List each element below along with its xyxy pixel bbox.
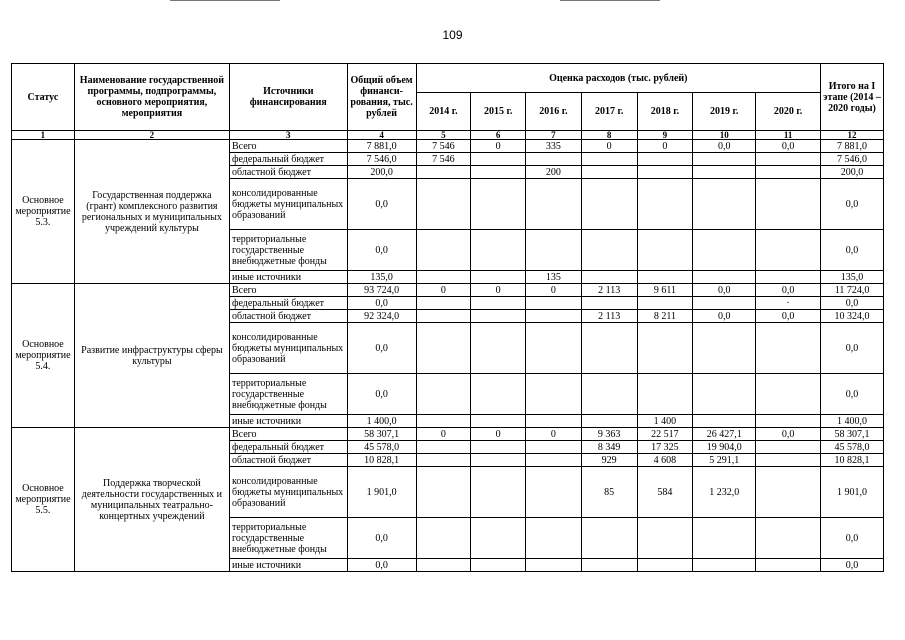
col-number: 2 <box>74 131 229 140</box>
header-year: 2019 г. <box>693 93 756 131</box>
total-cell: 0,0 <box>347 323 416 374</box>
stage-total-cell: 7 881,0 <box>821 140 884 153</box>
year-value-cell <box>693 415 756 428</box>
stage-total-cell: 7 546,0 <box>821 153 884 166</box>
year-value-cell <box>416 179 471 230</box>
year-value-cell <box>581 153 637 166</box>
year-value-cell <box>756 559 821 572</box>
year-value-cell <box>637 166 693 179</box>
year-value-cell: 0 <box>416 284 471 297</box>
total-cell: 10 828,1 <box>347 454 416 467</box>
stage-total-cell: 58 307,1 <box>821 428 884 441</box>
total-cell: 7 881,0 <box>347 140 416 153</box>
measure-name-cell: Поддержка творческой деятельности государственных и муниципальных театрально-концертных учреждений <box>74 428 229 572</box>
year-value-cell: 2 113 <box>581 310 637 323</box>
year-value-cell <box>471 271 526 284</box>
col-number: 6 <box>471 131 526 140</box>
year-value-cell <box>471 153 526 166</box>
total-cell: 200,0 <box>347 166 416 179</box>
source-cell: областной бюджет <box>229 454 347 467</box>
year-value-cell <box>471 559 526 572</box>
year-value-cell: 8 211 <box>637 310 693 323</box>
year-value-cell: 0 <box>581 140 637 153</box>
col-number: 10 <box>693 131 756 140</box>
year-value-cell: 0 <box>526 284 582 297</box>
table-row <box>12 284 884 297</box>
year-value-cell <box>637 230 693 271</box>
year-value-cell <box>756 323 821 374</box>
table-row <box>12 428 884 441</box>
year-value-cell <box>526 467 582 518</box>
source-cell: федеральный бюджет <box>229 441 347 454</box>
year-value-cell: 0,0 <box>756 284 821 297</box>
source-cell: федеральный бюджет <box>229 153 347 166</box>
col-number: 7 <box>526 131 582 140</box>
col-number: 5 <box>416 131 471 140</box>
total-cell: 0,0 <box>347 374 416 415</box>
year-value-cell <box>693 559 756 572</box>
year-value-cell: 0 <box>526 428 582 441</box>
year-value-cell <box>471 374 526 415</box>
year-value-cell: 1 232,0 <box>693 467 756 518</box>
year-value-cell: 19 904,0 <box>693 441 756 454</box>
year-value-cell <box>693 166 756 179</box>
year-value-cell <box>526 230 582 271</box>
year-value-cell <box>416 467 471 518</box>
year-value-cell <box>471 415 526 428</box>
source-cell: консолидированные бюджеты муниципальных образований <box>229 179 347 230</box>
year-value-cell: 929 <box>581 454 637 467</box>
year-value-cell <box>471 323 526 374</box>
year-value-cell: 8 349 <box>581 441 637 454</box>
source-cell: иные источники <box>229 415 347 428</box>
year-value-cell <box>581 518 637 559</box>
header-name: Наименование государственной программы, подпрограммы, основного мероприятия, мероприятия <box>74 64 229 131</box>
year-value-cell: 0 <box>637 140 693 153</box>
year-value-cell <box>416 166 471 179</box>
year-value-cell: · <box>756 297 821 310</box>
stage-total-cell: 10 828,1 <box>821 454 884 467</box>
year-value-cell <box>756 454 821 467</box>
source-cell: территориальные государственные внебюджетные фонды <box>229 374 347 415</box>
measure-name-cell: Государственная поддержка (грант) комплексного развития региональных и муниципальных учреждений культуры <box>74 140 229 284</box>
year-value-cell: 0 <box>471 140 526 153</box>
year-value-cell <box>471 467 526 518</box>
year-value-cell <box>581 323 637 374</box>
stage-total-cell: 0,0 <box>821 179 884 230</box>
year-value-cell <box>471 230 526 271</box>
total-cell: 45 578,0 <box>347 441 416 454</box>
stage-total-cell: 11 724,0 <box>821 284 884 297</box>
source-cell: областной бюджет <box>229 310 347 323</box>
year-value-cell <box>581 297 637 310</box>
total-cell: 0,0 <box>347 297 416 310</box>
year-value-cell <box>693 271 756 284</box>
year-value-cell <box>756 153 821 166</box>
year-value-cell <box>526 441 582 454</box>
year-value-cell <box>637 271 693 284</box>
col-number: 9 <box>637 131 693 140</box>
header-year: 2018 г. <box>637 93 693 131</box>
header-stage-total: Итого на I этапе (2014 – 2020 годы) <box>821 64 884 131</box>
year-value-cell <box>526 415 582 428</box>
year-value-cell <box>581 166 637 179</box>
year-value-cell <box>526 454 582 467</box>
year-value-cell <box>637 374 693 415</box>
year-value-cell: 0,0 <box>693 284 756 297</box>
source-cell: федеральный бюджет <box>229 297 347 310</box>
source-cell: консолидированные бюджеты муниципальных образований <box>229 323 347 374</box>
stage-total-cell: 135,0 <box>821 271 884 284</box>
year-value-cell <box>526 310 582 323</box>
col-number: 1 <box>12 131 75 140</box>
year-value-cell <box>416 518 471 559</box>
stage-total-cell: 0,0 <box>821 374 884 415</box>
source-cell: Всего <box>229 428 347 441</box>
year-value-cell <box>637 559 693 572</box>
year-value-cell <box>471 166 526 179</box>
year-value-cell <box>581 415 637 428</box>
year-value-cell <box>693 374 756 415</box>
year-value-cell: 0 <box>416 428 471 441</box>
year-value-cell: 9 611 <box>637 284 693 297</box>
header-year: 2020 г. <box>756 93 821 131</box>
page-number: 109 <box>442 28 463 42</box>
year-value-cell: 22 517 <box>637 428 693 441</box>
total-cell: 135,0 <box>347 271 416 284</box>
year-value-cell: 26 427,1 <box>693 428 756 441</box>
year-value-cell <box>581 559 637 572</box>
total-cell: 1 901,0 <box>347 467 416 518</box>
header-year: 2015 г. <box>471 93 526 131</box>
stage-total-cell: 0,0 <box>821 559 884 572</box>
year-value-cell: 0,0 <box>756 140 821 153</box>
year-value-cell <box>416 415 471 428</box>
year-value-cell <box>756 230 821 271</box>
year-value-cell <box>637 297 693 310</box>
source-cell: областной бюджет <box>229 166 347 179</box>
financing-table <box>11 63 884 572</box>
top-rule-left <box>170 0 280 1</box>
year-value-cell <box>756 271 821 284</box>
year-value-cell <box>756 467 821 518</box>
year-value-cell: 7 546 <box>416 153 471 166</box>
year-value-cell <box>581 230 637 271</box>
year-value-cell <box>471 310 526 323</box>
total-cell: 93 724,0 <box>347 284 416 297</box>
year-value-cell <box>637 323 693 374</box>
year-value-cell <box>526 559 582 572</box>
year-value-cell <box>471 179 526 230</box>
total-cell: 0,0 <box>347 518 416 559</box>
year-value-cell <box>637 153 693 166</box>
year-value-cell <box>581 179 637 230</box>
year-value-cell <box>693 297 756 310</box>
year-value-cell <box>416 230 471 271</box>
year-value-cell: 0,0 <box>756 428 821 441</box>
year-value-cell <box>693 518 756 559</box>
year-value-cell <box>526 153 582 166</box>
source-cell: Всего <box>229 140 347 153</box>
year-value-cell <box>756 179 821 230</box>
year-value-cell <box>756 441 821 454</box>
col-number: 8 <box>581 131 637 140</box>
stage-total-cell: 200,0 <box>821 166 884 179</box>
year-value-cell: 335 <box>526 140 582 153</box>
year-value-cell <box>416 441 471 454</box>
year-value-cell: 0,0 <box>693 310 756 323</box>
header-year: 2017 г. <box>581 93 637 131</box>
year-value-cell <box>526 518 582 559</box>
col-number: 11 <box>756 131 821 140</box>
stage-total-cell: 45 578,0 <box>821 441 884 454</box>
stage-total-cell: 1 901,0 <box>821 467 884 518</box>
year-value-cell <box>526 323 582 374</box>
total-cell: 7 546,0 <box>347 153 416 166</box>
year-value-cell: 17 325 <box>637 441 693 454</box>
total-cell: 58 307,1 <box>347 428 416 441</box>
year-value-cell <box>471 518 526 559</box>
year-value-cell <box>416 374 471 415</box>
source-cell: территориальные государственные внебюджетные фонды <box>229 230 347 271</box>
header-year: 2014 г. <box>416 93 471 131</box>
table-row <box>12 140 884 153</box>
year-value-cell <box>416 454 471 467</box>
year-value-cell <box>581 271 637 284</box>
year-value-cell <box>416 559 471 572</box>
total-cell: 1 400,0 <box>347 415 416 428</box>
stage-total-cell: 0,0 <box>821 323 884 374</box>
status-cell: Основное мероприятие 5.5. <box>12 428 75 572</box>
source-cell: консолидированные бюджеты муниципальных образований <box>229 467 347 518</box>
stage-total-cell: 1 400,0 <box>821 415 884 428</box>
header-total-volume: Общий объем финанси-рования, тыс. рублей <box>347 64 416 131</box>
top-rule-right <box>560 0 660 1</box>
year-value-cell <box>693 153 756 166</box>
year-value-cell: 0,0 <box>756 310 821 323</box>
year-value-cell <box>581 374 637 415</box>
year-value-cell <box>693 230 756 271</box>
source-cell: территориальные государственные внебюджетные фонды <box>229 518 347 559</box>
source-cell: Всего <box>229 284 347 297</box>
year-value-cell: 0,0 <box>693 140 756 153</box>
year-value-cell: 0 <box>471 428 526 441</box>
year-value-cell <box>693 179 756 230</box>
stage-total-cell: 0,0 <box>821 518 884 559</box>
year-value-cell: 5 291,1 <box>693 454 756 467</box>
year-value-cell: 2 113 <box>581 284 637 297</box>
header-sources: Источники финансирования <box>229 64 347 131</box>
year-value-cell <box>693 323 756 374</box>
year-value-cell <box>756 415 821 428</box>
year-value-cell: 584 <box>637 467 693 518</box>
source-cell: иные источники <box>229 271 347 284</box>
total-cell: 0,0 <box>347 559 416 572</box>
year-value-cell: 135 <box>526 271 582 284</box>
year-value-cell <box>471 454 526 467</box>
year-value-cell: 200 <box>526 166 582 179</box>
year-value-cell: 9 363 <box>581 428 637 441</box>
year-value-cell <box>756 374 821 415</box>
header-year: 2016 г. <box>526 93 582 131</box>
column-numbers-row <box>12 131 884 140</box>
col-number: 12 <box>821 131 884 140</box>
col-number: 3 <box>229 131 347 140</box>
total-cell: 92 324,0 <box>347 310 416 323</box>
status-cell: Основное мероприятие 5.3. <box>12 140 75 284</box>
year-value-cell <box>526 179 582 230</box>
year-value-cell <box>471 297 526 310</box>
measure-name-cell: Развитие инфраструктуры сферы культуры <box>74 284 229 428</box>
header-estimate: Оценка расходов (тыс. рублей) <box>416 64 821 93</box>
year-value-cell <box>526 297 582 310</box>
header-status: Статус <box>12 64 75 131</box>
year-value-cell <box>416 297 471 310</box>
year-value-cell <box>416 271 471 284</box>
stage-total-cell: 10 324,0 <box>821 310 884 323</box>
year-value-cell: 0 <box>471 284 526 297</box>
total-cell: 0,0 <box>347 179 416 230</box>
year-value-cell <box>471 441 526 454</box>
year-value-cell <box>637 518 693 559</box>
year-value-cell <box>637 179 693 230</box>
status-cell: Основное мероприятие 5.4. <box>12 284 75 428</box>
year-value-cell: 1 400 <box>637 415 693 428</box>
total-cell: 0,0 <box>347 230 416 271</box>
stage-total-cell: 0,0 <box>821 297 884 310</box>
year-value-cell <box>416 310 471 323</box>
year-value-cell: 4 608 <box>637 454 693 467</box>
year-value-cell: 7 546 <box>416 140 471 153</box>
source-cell: иные источники <box>229 559 347 572</box>
year-value-cell <box>756 166 821 179</box>
stage-total-cell: 0,0 <box>821 230 884 271</box>
col-number: 4 <box>347 131 416 140</box>
year-value-cell: 85 <box>581 467 637 518</box>
year-value-cell <box>526 374 582 415</box>
year-value-cell <box>756 518 821 559</box>
year-value-cell <box>416 323 471 374</box>
